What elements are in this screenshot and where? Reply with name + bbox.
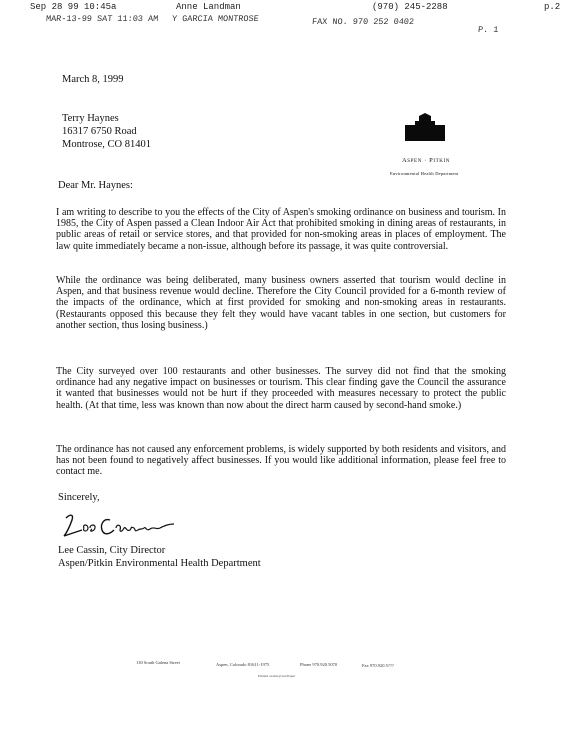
aspen-pitkin-logo bbox=[405, 113, 445, 141]
fax-sender-name: Anne Landman bbox=[176, 2, 241, 12]
footer-address: 130 South Galena Street bbox=[136, 660, 180, 665]
letter-date: March 8, 1999 bbox=[62, 74, 124, 85]
recipient-street: 16317 6750 Road bbox=[62, 126, 137, 137]
handwritten-signature bbox=[60, 510, 180, 540]
fax-page-number: P. 1 bbox=[477, 25, 499, 35]
logo-dept: Environmental Health Department bbox=[390, 171, 459, 176]
body-paragraph: While the ordinance was being deliberated, many business owners asserted that tourism would decline in Aspen, and that business revenue would decline. Therefore the City Council provided for a 6-month review of the impacts of the ordinance, which at first provided for smoking and non-smoking areas in restaurants. (Restaurants opposed this because they felt they would have vacant tables in one section, but customers for another section, thus losing business.) bbox=[56, 275, 506, 331]
footer-recycled-note: Printed on Recycled Paper bbox=[258, 674, 296, 678]
closing: Sincerely, bbox=[58, 492, 100, 503]
body-paragraph: I am writing to describe to you the effects of the City of Aspen's smoking ordinance on business and tourism. In 1985, the City of Aspen passed a Clean Indoor Air Act that prohibited smoking in dining areas of restaurants, in public areas of retail or service stores, and that provided for non-smoking areas in places of employment. The law quite immediately became a non-issue, although before its passage, it was quite controversial. bbox=[56, 207, 506, 252]
footer-fax: Fax 970.920.5??? bbox=[362, 663, 394, 668]
fax-stamp: MAR-13-99 SAT 11:03 AM bbox=[45, 14, 159, 24]
fax-phone: (970) 245-2288 bbox=[372, 2, 448, 12]
signer-name: Lee Cassin, City Director bbox=[58, 545, 166, 556]
salutation: Dear Mr. Haynes: bbox=[58, 180, 133, 191]
footer-city: Aspen, Colorado 81611-1975 bbox=[216, 662, 270, 667]
recipient-name: Terry Haynes bbox=[62, 113, 119, 124]
fax-date: Sep 28 99 10:45a bbox=[30, 2, 117, 12]
body-paragraph: The City surveyed over 100 restaurants and other businesses. The survey did not find that the smoking ordinance had any negative impact on businesses or tourism. This clear finding gave the Council the assurance it wanted that businesses would not be hurt if they proceeded with measures necessary to protect the public health. (At that time, less was known than now about the direct harm caused by second-hand smoke.) bbox=[56, 366, 506, 411]
fax-page: p.2 bbox=[544, 2, 561, 12]
body-paragraph: The ordinance has not caused any enforcement problems, is widely supported by both residents and visitors, and has not been found to negatively affect businesses. If you would like additional information, please feel free to contact me. bbox=[56, 444, 506, 478]
fax-number: FAX NO. 970 252 0402 bbox=[311, 17, 415, 27]
footer-phone: Phone 970.920.5070 bbox=[300, 662, 338, 667]
logo-name: Aspen · Pitkin bbox=[402, 157, 450, 164]
fax-origin: Y GARCIA MONTROSE bbox=[171, 14, 260, 24]
recipient-city: Montrose, CO 81401 bbox=[62, 139, 151, 150]
signer-department: Aspen/Pitkin Environmental Health Department bbox=[58, 558, 261, 569]
